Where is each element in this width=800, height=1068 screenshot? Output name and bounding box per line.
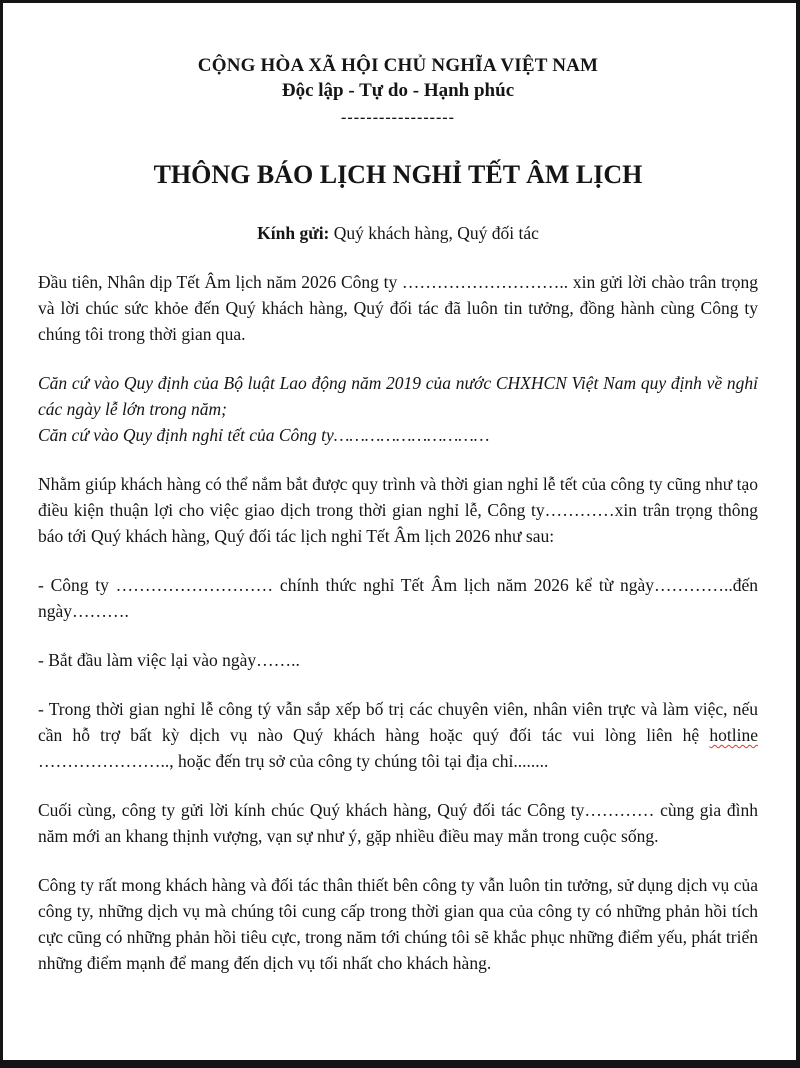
document-header: [38, 53, 758, 128]
salutation-label: Kính gửi:: [257, 223, 330, 243]
page-title: THÔNG BÁO LỊCH NGHỈ TẾT ÂM LỊCH: [153, 160, 643, 189]
bullet-return-date: - Bắt đầu làm việc lại vào ngày……..: [38, 650, 300, 670]
bullet-support-text-before: - Trong thời gian nghỉ lễ công tý vẫn sắp xếp bố trị các chuyên viên, nhân viên trực và làm việc, nếu cần hỗ trợ bất kỳ dịch vụ nào Quý khách hàng hoặc quý đối tác vui lòng liên hệ: [38, 699, 758, 745]
hotline-spellcheck-word: hotline: [709, 725, 758, 745]
salutation-recipients: Quý khách hàng, Quý đối tác: [329, 223, 539, 243]
national-motto: Độc lập - Tự do - Hạnh phúc: [281, 80, 515, 101]
bullet-support: [38, 696, 758, 774]
paragraph-intro: Đầu tiên, Nhân dịp Tết Âm lịch năm 2026 Công ty ……………………….. xin gửi lời chào trân trọng và lời chúc sức khỏe đến Quý khách hàng, Quý đối tác đã luôn tin tưởng, đồng hành cùng Công ty chúng tôi trong thời gian qua.: [38, 272, 758, 344]
header-separator: ------------------: [341, 109, 455, 126]
bullet-holiday-dates: - Công ty ……………………… chính thức nghỉ Tết Âm lịch năm 2026 kể từ ngày…………..đến ngày……….: [38, 575, 758, 621]
paragraph-closing: Công ty rất mong khách hàng và đối tác thân thiết bên công ty vẫn luôn tin tưởng, sử dụng dịch vụ của công ty, những dịch vụ mà chúng tôi cung cấp trong thời gian qua của công ty có những phản hồi tích cực cũng có những phản hồi tiêu cực, trong năm tới chúng tôi sẽ khắc phục những điểm yếu, phát triển những điểm mạnh để mang đến dịch vụ tối nhất cho khách hàng.: [38, 875, 758, 973]
paragraph-legal-basis-2: Căn cứ vào Quy định nghỉ tết của Công ty…………………………: [38, 425, 490, 445]
national-title: CỘNG HÒA XÃ HỘI CHỦ NGHĨA VIỆT NAM: [197, 55, 599, 76]
paragraph-legal-basis-1: Căn cứ vào Quy định của Bộ luật Lao động năm 2019 của nước CHXHCN Việt Nam quy định về nghỉ các ngày lễ lớn trong năm;: [38, 373, 758, 419]
paragraph-wishes: Cuối cùng, công ty gửi lời kính chúc Quý khách hàng, Quý đối tác Công ty………… cùng gia đình năm mới an khang thịnh vượng, vạn sự như ý, gặp nhiều điều may mắn trong cuộc sống.: [38, 800, 758, 846]
bullet-support-text-after: ………………….., hoặc đến trụ sở của công ty chúng tôi tại địa chỉ........: [38, 751, 549, 771]
salutation-line: [38, 220, 758, 246]
paragraph-purpose: Nhằm giúp khách hàng có thể nắm bắt được quy trình và thời gian nghỉ lễ tết của công ty cũng như tạo điều kiện thuận lợi cho việc giao dịch trong thời gian nghỉ lễ, Công ty…………xin trân trọng thông báo tới Quý khách hàng, Quý đối tác lịch nghỉ Tết Âm lịch 2026 như sau:: [38, 474, 758, 546]
